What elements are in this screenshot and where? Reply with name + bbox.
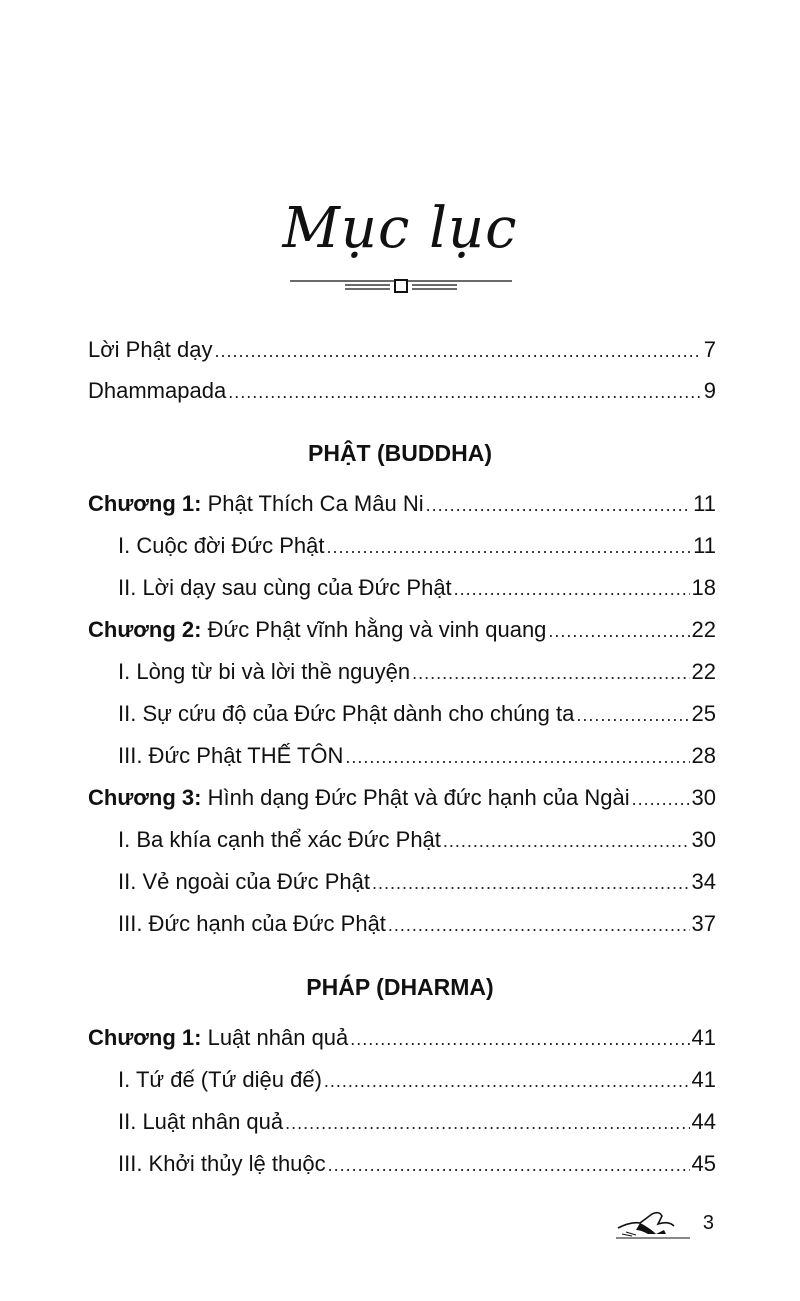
toc-entry-label: I. Cuộc đời Đức Phật bbox=[118, 533, 325, 558]
toc-entry-page: 9 bbox=[703, 378, 716, 403]
toc-chapter[interactable] bbox=[88, 489, 716, 520]
toc-entry-label: I. Ba khía cạnh thể xác Đức Phật bbox=[118, 827, 441, 852]
toc-entry-page: 11 bbox=[693, 533, 716, 558]
toc-entry-page: 30 bbox=[691, 785, 716, 810]
dot-leader bbox=[632, 784, 690, 814]
chapter-title: Đức Phật vĩnh hằng và vinh quang bbox=[207, 617, 547, 642]
section-heading: PHÁP (DHARMA) bbox=[306, 974, 494, 1000]
section-heading: PHẬT (BUDDHA) bbox=[308, 440, 492, 466]
toc-entry-label: II. Lời dạy sau cùng của Đức Phật bbox=[118, 575, 452, 600]
chapter-number: Chương 3: bbox=[88, 785, 202, 810]
toc-entry-page: 34 bbox=[691, 869, 716, 894]
chapter-title: Phật Thích Ca Mâu Ni bbox=[207, 491, 424, 516]
toc-entry-page: 18 bbox=[691, 575, 716, 600]
toc-entry-label: II. Sự cứu độ của Đức Phật dành cho chúng ta bbox=[118, 701, 575, 726]
dot-leader bbox=[228, 377, 702, 407]
toc-entry-page: 44 bbox=[691, 1109, 716, 1134]
dot-leader bbox=[345, 742, 689, 772]
toc-entry-page: 30 bbox=[691, 827, 716, 852]
toc-entry-label: I. Lòng từ bi và lời thề nguyện bbox=[118, 659, 411, 684]
toc-subentry[interactable] bbox=[118, 1107, 716, 1138]
toc-subentry[interactable] bbox=[118, 699, 716, 730]
toc-chapter[interactable] bbox=[88, 1023, 716, 1054]
toc-entry-label: III. Đức hạnh của Đức Phật bbox=[118, 911, 386, 936]
toc-entry-page: 11 bbox=[693, 491, 716, 516]
dot-leader bbox=[548, 616, 689, 646]
toc-entry-label: I. Tứ đế (Tứ diệu đế) bbox=[118, 1067, 322, 1092]
page-footer bbox=[612, 1208, 722, 1248]
toc-entry-front[interactable] bbox=[88, 376, 716, 407]
toc-subentry[interactable] bbox=[118, 657, 716, 688]
flying-bird-ornament-icon bbox=[612, 1208, 692, 1244]
title-divider-ornament-icon bbox=[290, 275, 512, 295]
toc-subentry[interactable] bbox=[118, 867, 716, 898]
page-number: 3 bbox=[702, 1212, 714, 1234]
toc-subentry[interactable] bbox=[118, 1065, 716, 1096]
dot-leader bbox=[326, 532, 691, 562]
toc-subentry[interactable] bbox=[118, 825, 716, 856]
chapter-number: Chương 1: bbox=[88, 491, 202, 516]
toc-entry-page: 22 bbox=[691, 659, 716, 684]
chapter-number: Chương 1: bbox=[88, 1025, 202, 1050]
toc-entry-page: 45 bbox=[691, 1151, 716, 1176]
dot-leader bbox=[426, 490, 692, 520]
dot-leader bbox=[372, 868, 690, 898]
toc-chapter[interactable] bbox=[88, 783, 716, 814]
dot-leader bbox=[454, 574, 690, 604]
toc-subentry[interactable] bbox=[118, 741, 716, 772]
dot-leader bbox=[412, 658, 689, 688]
toc-entry-page: 41 bbox=[691, 1025, 716, 1050]
toc-entry-label: Dhammapada bbox=[88, 378, 227, 403]
toc-entry-page: 7 bbox=[703, 337, 716, 362]
toc-entry-label: III. Đức Phật THẾ TÔN bbox=[118, 743, 344, 768]
toc-entry-label: III. Khởi thủy lệ thuộc bbox=[118, 1151, 326, 1176]
dot-leader bbox=[350, 1024, 689, 1054]
toc-entry-label: II. Vẻ ngoài của Đức Phật bbox=[118, 869, 370, 894]
toc-chapter[interactable] bbox=[88, 615, 716, 646]
toc-entry-page: 25 bbox=[691, 701, 716, 726]
chapter-number: Chương 2: bbox=[88, 617, 202, 642]
dot-leader bbox=[285, 1108, 689, 1138]
toc-entry-front[interactable] bbox=[88, 335, 716, 366]
toc-entry-page: 28 bbox=[691, 743, 716, 768]
chapter-title: Luật nhân quả bbox=[207, 1025, 349, 1050]
dot-leader bbox=[443, 826, 690, 856]
toc-entry-label: II. Luật nhân quả bbox=[118, 1109, 284, 1134]
dot-leader bbox=[328, 1150, 690, 1180]
toc-entry-page: 41 bbox=[691, 1067, 716, 1092]
dot-leader bbox=[215, 336, 702, 366]
dot-leader bbox=[388, 910, 690, 940]
toc-entry-page: 22 bbox=[691, 617, 716, 642]
toc-subentry[interactable] bbox=[118, 1149, 716, 1180]
chapter-title: Hình dạng Đức Phật và đức hạnh của Ngài bbox=[207, 785, 630, 810]
dot-leader bbox=[324, 1066, 690, 1096]
toc-subentry[interactable] bbox=[118, 531, 716, 562]
page-title: Mục lục bbox=[282, 196, 518, 261]
toc-entry-label: Lời Phật dạy bbox=[88, 337, 213, 362]
toc-subentry[interactable] bbox=[118, 573, 716, 604]
toc-entry-page: 37 bbox=[691, 911, 716, 936]
dot-leader bbox=[576, 700, 689, 730]
toc-subentry[interactable] bbox=[118, 909, 716, 940]
